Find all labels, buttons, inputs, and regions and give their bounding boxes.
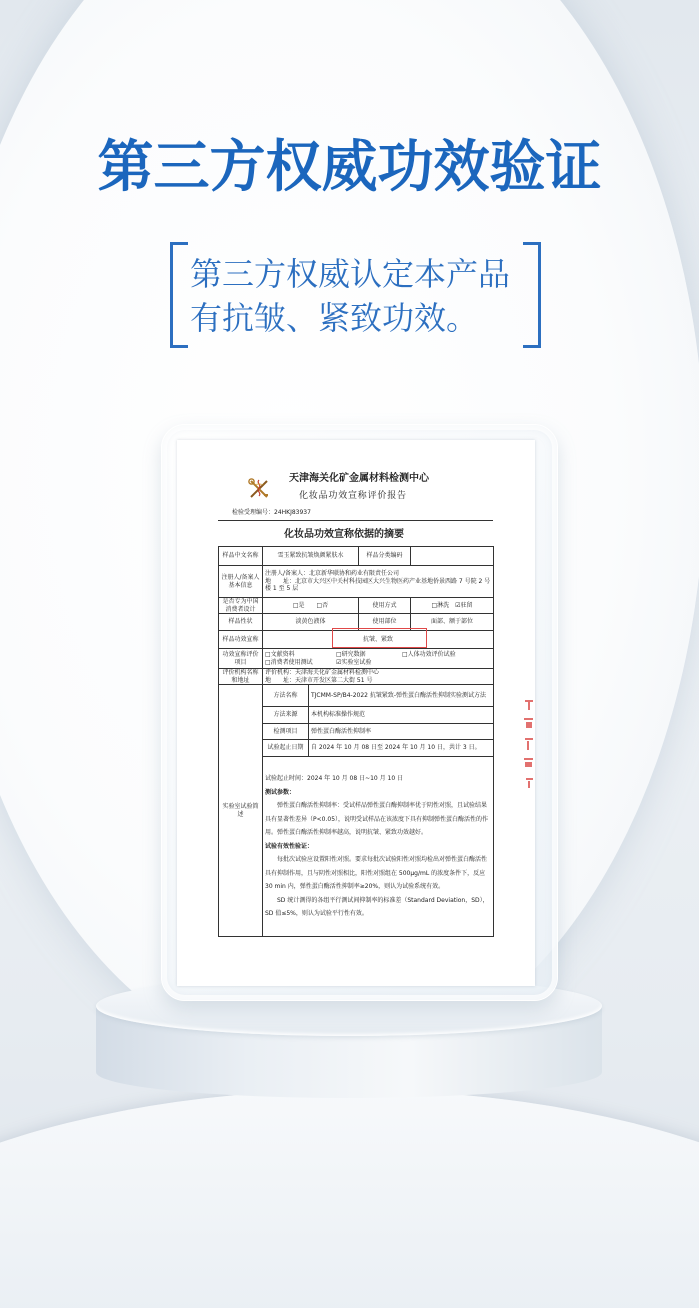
option-human-trial: □人体功效评价试验 [402, 650, 456, 658]
test-date-label: 试验起止日期 [263, 740, 309, 757]
callout-box [170, 242, 541, 348]
summary-table [218, 546, 494, 937]
claim-value: 抗皱、紧致 [263, 631, 494, 649]
appearance-value: 淡黄色液体 [263, 614, 359, 631]
method-name-label: 方法名称 [263, 685, 309, 707]
header-divider [218, 520, 493, 521]
table-row [219, 566, 494, 598]
usage-value: □淋洗 ☑驻留 [411, 598, 494, 614]
validity-text-1: 每批次试验应设置阳性对照。要求每批次试验阳性对照均检出对弹性蛋白酶活性具有抑制作用，且与阴性对照相比，阳性对照组在 500μg/mL 的浓度条件下，反应 30 min 内，弹性蛋白酶活性抑制率≥20%，则认为试验系统有效。 [265, 856, 488, 891]
acceptance-number: 检验受理编号：24HKJ83937 [232, 509, 311, 516]
headline: 第三方权威功效验证 [97, 135, 602, 200]
validity-heading: 试验有效性验证： [265, 842, 314, 850]
claim-highlight-box [332, 628, 427, 648]
institution-name: 天津海关化矿金属材料检测中心 [289, 473, 429, 484]
left-bracket [170, 242, 188, 348]
option-lab-test: ☑实验室试验 [336, 658, 372, 666]
sample-name-label: 样品中文名称 [219, 547, 263, 566]
callout-line-2: 有抗皱、紧致功效。 [190, 299, 479, 337]
table-row [219, 598, 494, 614]
eval-org-value [263, 669, 494, 685]
seal-fragment [522, 698, 535, 790]
report-type: 化妆品功效宣称评价报告 [299, 491, 407, 501]
eval-org-name: 评价机构：天津海关化矿金属材料检测中心 [265, 669, 380, 676]
option-literature: □文献资料 [265, 650, 295, 658]
appearance-label: 样品性状 [219, 614, 263, 631]
report-document [177, 440, 535, 986]
eval-org-address: 地 址：天津市开发区第二大街 51 号 [265, 676, 373, 684]
usage-label: 使用方式 [359, 598, 411, 614]
method-source-label: 方法来源 [263, 707, 309, 724]
site-value: 面部、额于部位 [411, 614, 494, 631]
option-research-data: □研究数据 [336, 650, 366, 658]
lower-platform [0, 1090, 699, 1308]
eval-org-label: 评价机构名称和地址 [219, 669, 263, 685]
callout-line-1: 第三方权威认定本产品 [190, 255, 511, 293]
eval-items-value [263, 649, 494, 669]
table-row [219, 649, 494, 669]
params-heading: 测试参数： [265, 788, 296, 796]
claim-label: 样品功效宣称 [219, 631, 263, 649]
test-date-value: 自 2024 年 10 月 08 日至 2024 年 10 月 10 日，共计 3 日。 [309, 740, 494, 757]
option-consumer-test: □消费者使用测试 [265, 658, 313, 666]
eval-items-label: 功效宣称评价项目 [219, 649, 263, 669]
table-row [219, 685, 494, 707]
china-design-value: □是 □否 [263, 598, 359, 614]
params-text: 弹性蛋白酶活性抑制率：受试样品弹性蛋白酶抑制率优于阴性对照，且试验结果具有显著性差异（P<0.05），说明受试样品在该浓度下具有抑制弹性蛋白酶活性的作用。弹性蛋白酶活性抑制率越高，说明抗皱、紧致功效越好。 [265, 802, 489, 837]
test-item-value: 弹性蛋白酶活性抑制率 [309, 724, 494, 740]
registrant-name: 注册人/备案人：北京新华联协和药业有限责任公司 [265, 570, 400, 578]
method-source-value: 本机构标准操作规范 [309, 707, 494, 724]
right-bracket [523, 242, 541, 348]
table-row [219, 669, 494, 685]
category-code-label: 样品分类编码 [359, 547, 411, 566]
summary-time: 试验起止时间：2024 年 10 月 08 日~10 月 10 日 [265, 775, 404, 783]
customs-emblem-icon [247, 477, 271, 501]
category-code-value [411, 547, 494, 566]
document-title: 化妆品功效宣称依据的摘要 [284, 529, 404, 540]
site-label: 使用部位 [359, 614, 411, 631]
test-summary [263, 757, 494, 937]
lab-test-label: 实验室试验简述 [219, 685, 263, 937]
registrant-address: 地 址：北京市大兴区中关村科技园区大兴生物医药产业基地侨景西路 7 号院 2 号楼 1 至 5 层 [265, 577, 491, 593]
china-design-label: 是否专为中国消费者设计 [219, 598, 263, 614]
method-name-value: TJCMM-SP/B4-2022 抗皱紧致-弹性蛋白酶活性抑制实验测试方法 [309, 685, 494, 707]
sample-name-value: 雪玉紧致抗皱焕颜紧肤水 [263, 547, 359, 566]
validity-text-2: SD 统计测得的各组平行测试间抑制率的标准差（Standard Deviation，SD），SD 值≤5%，则认为试验平行性有效。 [265, 896, 489, 918]
test-item-label: 检测项目 [263, 724, 309, 740]
registrant-value [263, 566, 494, 598]
table-row [219, 547, 494, 566]
registrant-label: 注册人/备案人基本信息 [219, 566, 263, 598]
